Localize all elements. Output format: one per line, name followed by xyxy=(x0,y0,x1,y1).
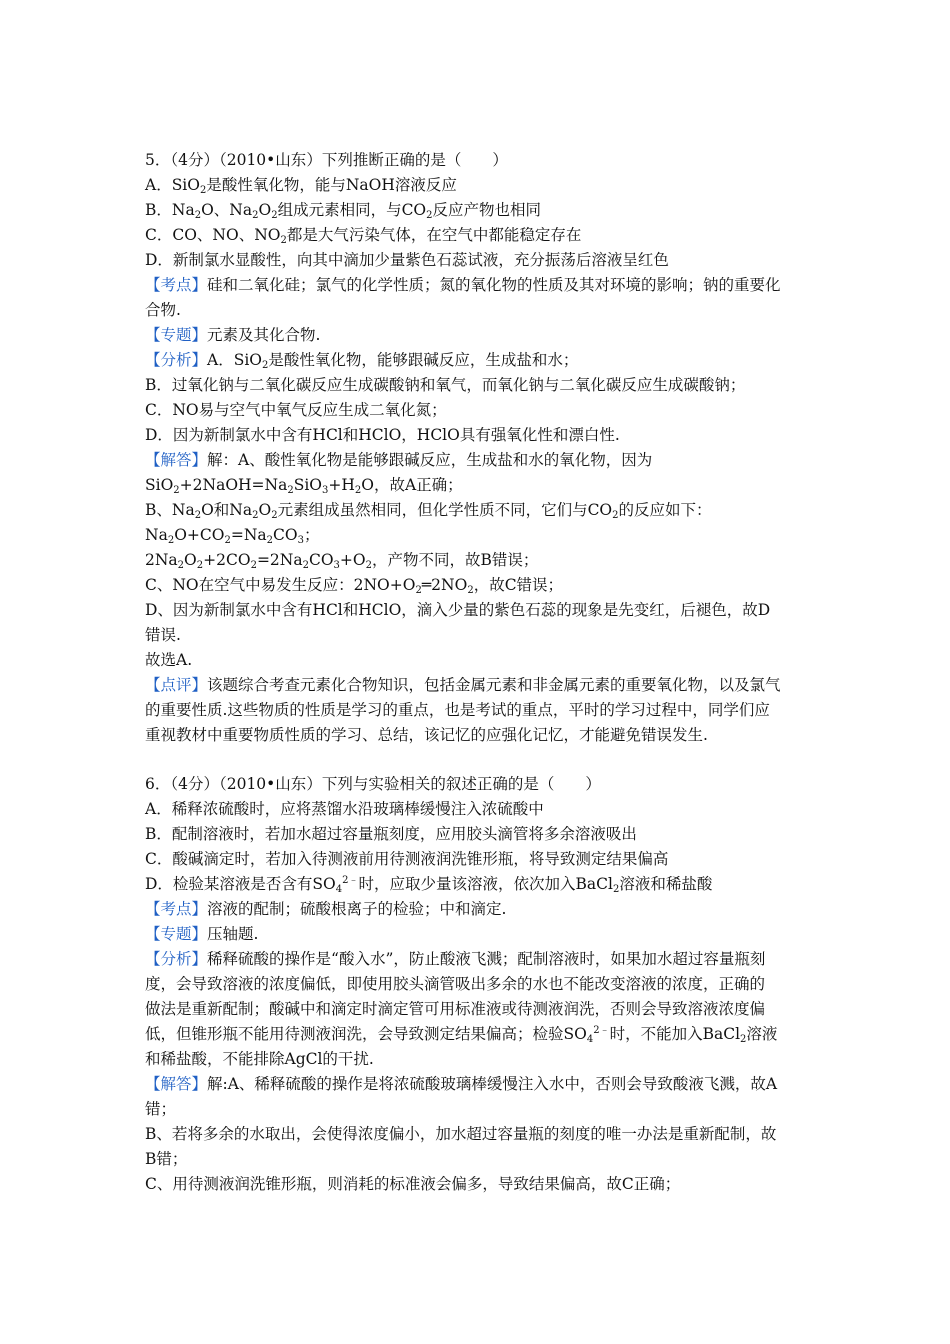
zhuanti-tag: 【专题】 xyxy=(145,925,208,943)
q6-option-d: D．检验某溶液是否含有$SO_4^{2﹣}$时，应取少量该溶液，依次加入BaCl$_2$溶液和稀盐酸 xyxy=(145,875,713,895)
q6-fenxi-5: 和稀盐酸，不能排除AgCl的干扰. xyxy=(145,1050,374,1068)
q6-option-b: B．配制溶液时，若加水超过容量瓶刻度，应用胶头滴管将多余溶液吸出 xyxy=(145,825,637,843)
zhuanti-tag: 【专题】 xyxy=(145,326,208,344)
q5-option-b: B．$Na_2O$、$Na_2O_2$组成元素相同，与$CO_2$反应产物也相同 xyxy=(145,201,542,221)
q6-fenxi-2: 度，会导致溶液的浓度偏低，即使用胶头滴管吸出多余的水也不能改变溶液的浓度，正确的 xyxy=(145,975,766,993)
q6-jieda-3: B、若将多余的水取出，会使得浓度偏小，加水超过容量瓶的刻度的唯一办法是重新配制，故 xyxy=(145,1125,777,1143)
q5-jieda-7: D、因为新制氯水中含有HCl和HClO，滴入少量的紫色石蕊的现象是先变红，后褪色，故D xyxy=(145,601,771,619)
q5-fenxi-d: D．因为新制氯水中含有HCl和HClO，HClO具有强氧化性和漂白性. xyxy=(145,426,620,444)
q5-dianping-3: 重视教材中重要物质性质的学习、总结，该记忆的应强化记忆，才能避免错误发生. xyxy=(145,726,708,744)
q6-fenxi-3: 做法是重新配制；酸碱中和滴定时滴定管可用标准液或待测液润洗，否则会导致溶液浓度偏 xyxy=(145,1000,766,1018)
q5-jieda-6: C、NO在空气中易发生反应：$2NO+O_2═2NO_2$，故C错误； xyxy=(145,576,564,596)
q5-fenxi-b: B．过氧化钠与二氧化碳反应生成碳酸钠和氧气，而氧化钠与二氧化碳反应生成碳酸钠； xyxy=(145,376,746,394)
q5-jieda-4: $Na_2O+CO_2=Na_2CO_3$； xyxy=(145,526,320,546)
q5-fenxi-c: C．NO易与空气中氧气反应生成二氧化氮； xyxy=(145,401,447,419)
jieda-tag: 【解答】 xyxy=(145,451,208,469)
fenxi-tag: 【分析】 xyxy=(145,351,208,369)
q6-kaodian: 【考点】溶液的配制；硫酸根离子的检验；中和滴定. xyxy=(145,900,507,918)
q6-fenxi: 【分析】稀释硫酸的操作是“酸入水”，防止酸液飞溅；配制溶液时，如果加水超过容量瓶刻 xyxy=(145,950,766,968)
q5-jieda-3: B、$Na_2O$和$Na_2O_2$元素组成虽然相同，但化学性质不同，它们与$CO_2$的反应如下： xyxy=(145,501,712,521)
q6-jieda-4: B错； xyxy=(145,1150,188,1168)
q5-title: 5．（4分）（2010•山东）下列推断正确的是（ ） xyxy=(145,151,508,169)
kaodian-tag: 【考点】 xyxy=(145,276,208,294)
q6-title: 6．（4分）（2010•山东）下列与实验相关的叙述正确的是（ ） xyxy=(145,775,601,793)
q5-jieda-8: 错误. xyxy=(145,626,181,644)
q5-jieda-9: 故选A. xyxy=(145,651,193,669)
q6-option-c: C．酸碱滴定时，若加入待测液前用待测液润洗锥形瓶，将导致测定结果偏高 xyxy=(145,850,669,868)
q6-zhuanti: 【专题】压轴题. xyxy=(145,925,259,943)
q6-option-a: A．稀释浓硫酸时，应将蒸馏水沿玻璃棒缓慢注入浓硫酸中 xyxy=(145,800,544,818)
q5-dianping: 【点评】该题综合考查元素化合物知识，包括金属元素和非金属元素的重要氧化物，以及氯气 xyxy=(145,676,781,694)
fenxi-tag: 【分析】 xyxy=(145,950,208,968)
q6-jieda-5: C、用待测液润洗锥形瓶，则消耗的标准液会偏多，导致结果偏高，故C正确； xyxy=(145,1175,681,1193)
q6-fenxi-4: 低，但锥形瓶不能用待测液润洗，会导致测定结果偏高；检验$SO_4^{2﹣}$时，不能加入BaCl$_2$溶液 xyxy=(145,1025,778,1045)
q5-jieda-5: $2Na_2O_2+2CO_2=2Na_2CO_3+O_2$，产物不同，故B错误； xyxy=(145,551,539,571)
q5-jieda: 【解答】解：A、酸性氧化物是能够跟碱反应，生成盐和水的氧化物，因为 xyxy=(145,451,653,469)
jieda-tag: 【解答】 xyxy=(145,1075,208,1093)
q5-zhuanti: 【专题】元素及其化合物. xyxy=(145,326,321,344)
dianping-tag: 【点评】 xyxy=(145,676,208,694)
q5-option-d: D．新制氯水显酸性，向其中滴加少量紫色石蕊试液，充分振荡后溶液呈红色 xyxy=(145,251,669,269)
q5-option-a: A．SiO$_2$是酸性氧化物，能与NaOH溶液反应 xyxy=(145,176,457,196)
q5-jieda-2: $SiO_2+2NaOH=Na_2SiO_3+H_2O$，故A正确； xyxy=(145,476,463,496)
q5-fenxi: 【分析】A．SiO$_2$是酸性氧化物，能够跟碱反应，生成盐和水； xyxy=(145,351,579,371)
kaodian-tag: 【考点】 xyxy=(145,900,208,918)
q5-option-c: C．CO、NO、$NO_2$都是大气污染气体，在空气中都能稳定存在 xyxy=(145,226,582,246)
q5-kaodian-cont: 合物. xyxy=(145,301,181,319)
q6-jieda-2: 错； xyxy=(145,1100,177,1118)
q5-kaodian: 【考点】硅和二氧化硅；氯气的化学性质；氮的氧化物的性质及其对环境的影响；钠的重要化 xyxy=(145,276,781,294)
q5-dianping-2: 的重要性质.这些物质的性质是学习的重点，也是考试的重点，平时的学习过程中，同学们应 xyxy=(145,701,770,719)
q6-jieda: 【解答】解:A、稀释硫酸的操作是将浓硫酸玻璃棒缓慢注入水中，否则会导致酸液飞溅，故A xyxy=(145,1075,778,1093)
